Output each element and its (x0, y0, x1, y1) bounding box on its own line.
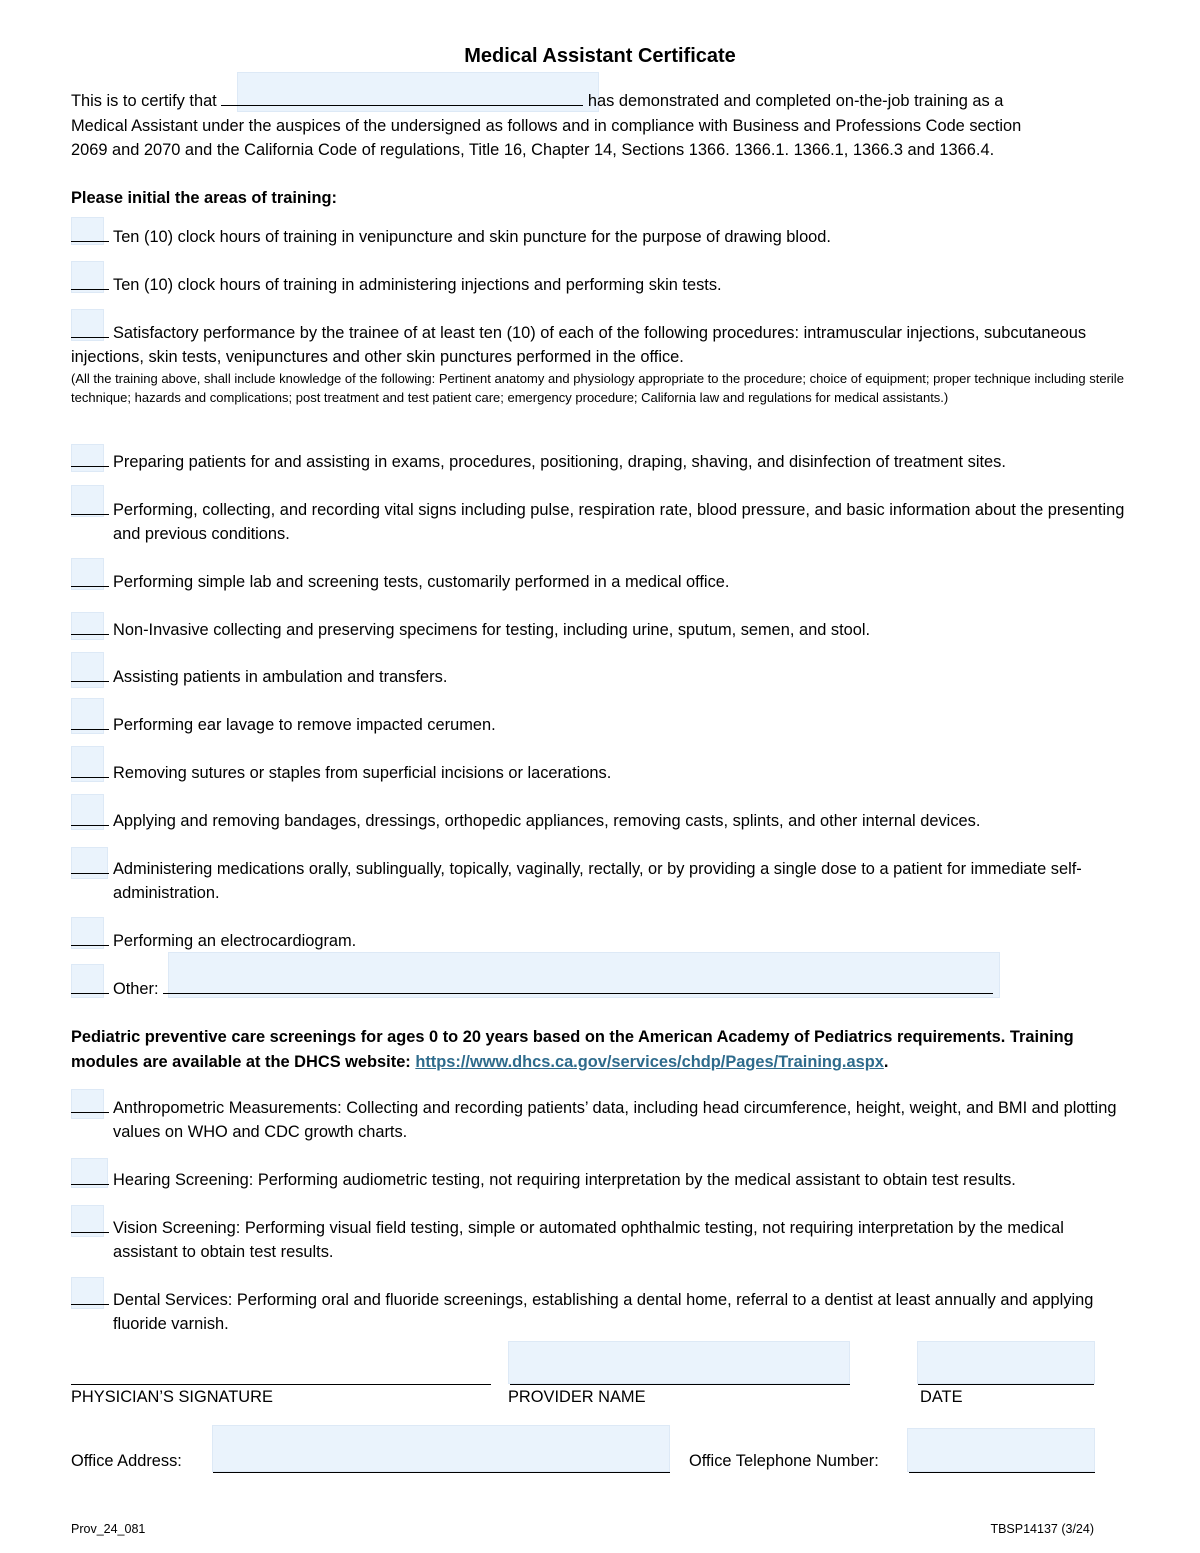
intro-line-3: 2069 and 2070 and the California Code of regulations, Title 16, Chapter 14, Sections 1366. 1366.1. 1366.1, 1366.3 and 1366.4. (71, 141, 995, 159)
pediatric-item-dental: Dental Services: Performing oral and fluoride screenings, establishing a dental home, referral to a dentist at least annually and applying fluoride varnish. (71, 1288, 1131, 1336)
initial-line (71, 715, 109, 730)
initial-line (71, 1098, 109, 1113)
initial-line (71, 227, 109, 242)
footer-form-code: Prov_24_081 (71, 1522, 146, 1536)
office-phone-field[interactable] (907, 1428, 1095, 1472)
date-line (918, 1384, 1094, 1385)
training-item-13: Performing an electrocardiogram. (71, 929, 1141, 953)
initial-heading: Please initial the areas of training: (71, 189, 337, 207)
pediatric-item-hearing: Hearing Screening: Performing audiometric testing, not requiring interpretation by the medical assistant to obtain test results. (71, 1168, 1161, 1192)
footer-form-number: TBSP14137 (3/24) (990, 1522, 1094, 1536)
training-item-12: Administering medications orally, sublingually, topically, vaginally, rectally, or by providing a single dose to a patient for immediate self-administration. (71, 857, 1111, 905)
provider-name-line (510, 1384, 850, 1385)
other-description-line (163, 992, 993, 994)
training-item-5: Performing, collecting, and recording vital signs including pulse, respiration rate, blood pressure, and basic information about the presenting and previous conditions. (71, 498, 1136, 546)
intro-after: has demonstrated and completed on-the-job training as a (587, 92, 1004, 110)
pediatric-item-vision: Vision Screening: Performing visual field testing, simple or automated ophthalmic testing, not requiring interpretation by the medical assistant to obtain test results. (71, 1216, 1121, 1264)
initial-line (71, 452, 109, 467)
initial-line (71, 275, 109, 290)
training-item-4: Preparing patients for and assisting in exams, procedures, positioning, draping, shaving, and disinfection of treatment sites. (71, 450, 1161, 474)
intro-paragraph (71, 89, 1141, 163)
office-address-label: Office Address: (71, 1452, 182, 1470)
initial-line (71, 931, 109, 946)
initial-line (71, 1218, 109, 1233)
office-phone-line (909, 1472, 1095, 1473)
physician-signature-line (71, 1384, 491, 1385)
initial-line (71, 811, 109, 826)
initial-line (71, 323, 109, 338)
training-item-2: Ten (10) clock hours of training in administering injections and performing skin tests. (71, 273, 1141, 297)
office-phone-label: Office Telephone Number: (689, 1452, 879, 1470)
training-note: (All the training above, shall include knowledge of the following: Pertinent anatomy and physiology appropriate to the procedure; choice of equipment; proper technique including sterile technique; hazards and complications; post treatment and test patient care; emergency procedure; California law and regulations for medical assistants.) (71, 371, 1124, 405)
initial-line (71, 979, 109, 994)
training-item-10: Removing sutures or staples from superficial incisions or lacerations. (71, 761, 1141, 785)
training-item-11: Applying and removing bandages, dressings, orthopedic appliances, removing casts, splints, and other internal devices. (71, 809, 1141, 833)
initial-line (71, 667, 109, 682)
physician-signature-label: PHYSICIAN’S SIGNATURE (71, 1388, 273, 1406)
initial-line (71, 763, 109, 778)
trainee-name-line (221, 104, 583, 106)
page-title: Medical Assistant Certificate (464, 45, 736, 67)
training-item-1: Ten (10) clock hours of training in venipuncture and skin puncture for the purpose of drawing blood. (71, 225, 1141, 249)
date-label: DATE (920, 1388, 963, 1406)
training-item-other: Other: (71, 977, 1141, 1001)
initial-line (71, 572, 109, 587)
date-field[interactable] (917, 1341, 1095, 1384)
provider-name-field[interactable] (508, 1341, 850, 1384)
pediatric-heading: Pediatric preventive care screenings for ages 0 to 20 years based on the American Academy of Pediatrics requirements. Training modules are available at the DHCS website: https://www.dhcs.ca.gov/services/chdp/Pages/Training.aspx. (71, 1028, 1074, 1071)
intro-before: This is to certify that (71, 92, 217, 110)
initial-line (71, 1170, 109, 1185)
provider-name-label: PROVIDER NAME (508, 1388, 646, 1406)
training-item-8: Assisting patients in ambulation and transfers. (71, 665, 1141, 689)
training-item-7: Non-Invasive collecting and preserving specimens for testing, including urine, sputum, semen, and stool. (71, 618, 1141, 642)
dhcs-training-link[interactable]: https://www.dhcs.ca.gov/services/chdp/Pages/Training.aspx (415, 1052, 884, 1071)
intro-line-2: Medical Assistant under the auspices of the undersigned as follows and in compliance with Business and Professions Code section (71, 116, 1022, 135)
pediatric-item-anthropometric: Anthropometric Measurements: Collecting and recording patients’ data, including head circumference, height, weight, and BMI and plotting values on WHO and CDC growth charts. (71, 1096, 1141, 1144)
office-address-field[interactable] (212, 1425, 670, 1472)
office-address-line (213, 1472, 670, 1473)
initial-line (71, 1290, 109, 1305)
training-item-6: Performing simple lab and screening tests, customarily performed in a medical office. (71, 570, 1141, 594)
training-item-3: Satisfactory performance by the trainee of at least ten (10) of each of the following procedures: intramuscular injections, subcutaneous injections, skin tests, venipunctures and other skin punctures performed in the office. (71, 324, 1087, 366)
training-item-9: Performing ear lavage to remove impacted cerumen. (71, 713, 1141, 737)
initial-line (71, 500, 109, 515)
initial-line (71, 859, 109, 874)
initial-line (71, 620, 109, 635)
